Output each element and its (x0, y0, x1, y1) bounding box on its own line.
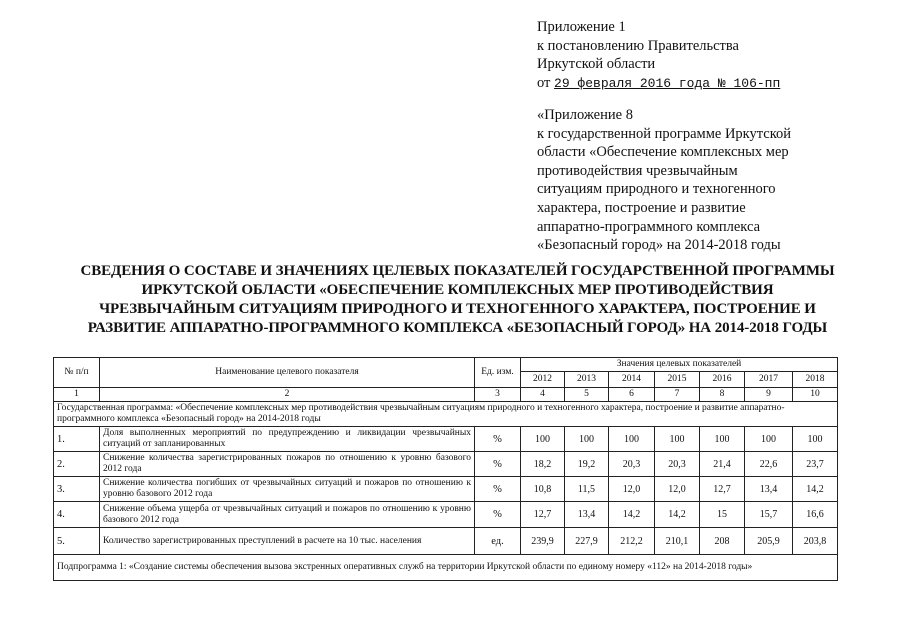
appendix-1-line3: Иркутской области (537, 56, 656, 73)
indicator-value: 100 (745, 427, 793, 452)
appendix-8-line: характера, построение и развитие (537, 199, 746, 216)
column-number: 8 (700, 388, 745, 402)
table-row (54, 502, 838, 528)
indicator-value: 210,1 (655, 528, 700, 555)
indicator-value: 239,9 (521, 528, 565, 555)
indicator-value: 12,7 (521, 502, 565, 528)
row-number: 3. (54, 477, 100, 502)
column-number: 10 (793, 388, 838, 402)
appendix-8-line: ситуациям природного и техногенного (537, 181, 776, 198)
appendix-1-block (537, 18, 780, 93)
header-values-group: Значения целевых показателей (521, 358, 838, 372)
header-num: № п/п (54, 358, 100, 388)
indicator-value: 12,0 (655, 477, 700, 502)
heading-line: ИРКУТСКОЙ ОБЛАСТИ «ОБЕСПЕЧЕНИЕ КОМПЛЕКСНЫХ МЕР ПРОТИВОДЕЙСТВИЯ (141, 282, 774, 298)
indicator-value: 11,5 (565, 477, 609, 502)
column-numbers-row (54, 388, 838, 402)
indicator-name: Снижение объема ущерба от чрезвычайных ситуаций и пожаров по отношению к уровню базового 2012 года (100, 502, 475, 528)
header-name: Наименование целевого показателя (100, 358, 475, 388)
table-row (54, 452, 838, 477)
indicator-unit: % (475, 477, 521, 502)
column-number: 4 (521, 388, 565, 402)
indicator-value: 20,3 (609, 452, 655, 477)
column-number: 9 (745, 388, 793, 402)
row-number: 4. (54, 502, 100, 528)
indicator-value: 100 (609, 427, 655, 452)
indicator-value: 208 (700, 528, 745, 555)
row-number: 2. (54, 452, 100, 477)
indicator-value: 10,8 (521, 477, 565, 502)
appendix-1-line2: к постановлению Правительства (537, 37, 739, 54)
header-year: 2018 (793, 372, 838, 388)
indicator-value: 21,4 (700, 452, 745, 477)
row-number: 5. (54, 528, 100, 555)
indicators-table (53, 357, 838, 581)
appendix-1-date-line (537, 74, 780, 94)
indicator-name: Снижение количества погибших от чрезвычайных ситуаций и пожаров по отношению к уровню базового 2012 года (100, 477, 475, 502)
indicator-value: 14,2 (655, 502, 700, 528)
indicator-value: 19,2 (565, 452, 609, 477)
document-heading (40, 262, 875, 338)
heading-line: СВЕДЕНИЯ О СОСТАВЕ И ЗНАЧЕНИЯХ ЦЕЛЕВЫХ ПОКАЗАТЕЛЕЙ ГОСУДАРСТВЕННОЙ ПРОГРАММЫ (80, 263, 835, 279)
decree-date: 29 февраля 2016 года № 106-пп (554, 75, 781, 91)
column-number: 1 (54, 388, 100, 402)
indicator-value: 15,7 (745, 502, 793, 528)
indicator-value: 203,8 (793, 528, 838, 555)
header-year: 2012 (521, 372, 565, 388)
program-title: Государственная программа: «Обеспечение комплексных мер противодействия чрезвычайным ситуациям природного и техногенного характера, построение и развитие аппаратно-программного комплекса «Безопасный город» на 2014-2018 годы (54, 402, 838, 427)
subprogram-row (54, 555, 838, 581)
indicator-value: 100 (521, 427, 565, 452)
appendix-8-line: «Приложение 8 (537, 107, 633, 123)
header-unit: Ед. изм. (475, 358, 521, 388)
indicator-unit: % (475, 452, 521, 477)
table-row (54, 528, 838, 555)
indicator-unit: ед. (475, 528, 521, 555)
indicator-name: Количество зарегистрированных преступлений в расчете на 10 тыс. населения (100, 528, 475, 555)
indicator-value: 22,6 (745, 452, 793, 477)
header-year: 2015 (655, 372, 700, 388)
heading-line: РАЗВИТИЕ АППАРАТНО-ПРОГРАММНОГО КОМПЛЕКСА «БЕЗОПАСНЫЙ ГОРОД» НА 2014-2018 ГОДЫ (87, 320, 828, 336)
indicator-value: 18,2 (521, 452, 565, 477)
appendix-8-block (537, 106, 791, 255)
column-number: 6 (609, 388, 655, 402)
indicator-value: 16,6 (793, 502, 838, 528)
column-number: 5 (565, 388, 609, 402)
header-year: 2016 (700, 372, 745, 388)
indicator-value: 100 (793, 427, 838, 452)
indicator-value: 15 (700, 502, 745, 528)
header-year: 2017 (745, 372, 793, 388)
indicator-value: 13,4 (565, 502, 609, 528)
column-number: 7 (655, 388, 700, 402)
header-year: 2013 (565, 372, 609, 388)
indicator-value: 212,2 (609, 528, 655, 555)
indicator-value: 205,9 (745, 528, 793, 555)
indicator-unit: % (475, 502, 521, 528)
indicator-value: 12,7 (700, 477, 745, 502)
column-number: 3 (475, 388, 521, 402)
program-row (54, 402, 838, 427)
appendix-1-title: Приложение 1 (537, 19, 626, 35)
appendix-8-line: к государственной программе Иркутской (537, 125, 792, 142)
header-year: 2014 (609, 372, 655, 388)
row-number: 1. (54, 427, 100, 452)
indicator-name: Снижение количества зарегистрированных пожаров по отношению к уровню базового 2012 года (100, 452, 475, 477)
appendix-8-line: области «Обеспечение комплексных мер (537, 144, 789, 161)
indicator-value: 14,2 (609, 502, 655, 528)
appendix-8-line: противодействия чрезвычайным (537, 162, 738, 179)
indicator-value: 100 (700, 427, 745, 452)
appendix-8-line: «Безопасный город» на 2014-2018 годы (537, 237, 781, 254)
indicator-value: 100 (655, 427, 700, 452)
indicator-value: 14,2 (793, 477, 838, 502)
table-row (54, 427, 838, 452)
indicator-unit: % (475, 427, 521, 452)
indicator-value: 23,7 (793, 452, 838, 477)
column-number: 2 (100, 388, 475, 402)
table-row (54, 477, 838, 502)
indicator-value: 12,0 (609, 477, 655, 502)
date-prefix: от (537, 74, 551, 91)
subprogram-title: Подпрограмма 1: «Создание системы обеспечения вызова экстренных оперативных служб на территории Иркутской области по единому номеру «112» на 2014-2018 годы» (54, 555, 838, 581)
indicator-name: Доля выполненных мероприятий по предупреждению и ликвидации чрезвычайных ситуаций от запланированных (100, 427, 475, 452)
indicator-value: 13,4 (745, 477, 793, 502)
appendix-8-line: аппаратно-программного комплекса (537, 218, 761, 235)
indicator-value: 100 (565, 427, 609, 452)
indicator-value: 20,3 (655, 452, 700, 477)
indicator-value: 227,9 (565, 528, 609, 555)
heading-line: ЧРЕЗВЫЧАЙНЫМ СИТУАЦИЯМ ПРИРОДНОГО И ТЕХНОГЕННОГО ХАРАКТЕРА, ПОСТРОЕНИЕ И (99, 301, 816, 317)
